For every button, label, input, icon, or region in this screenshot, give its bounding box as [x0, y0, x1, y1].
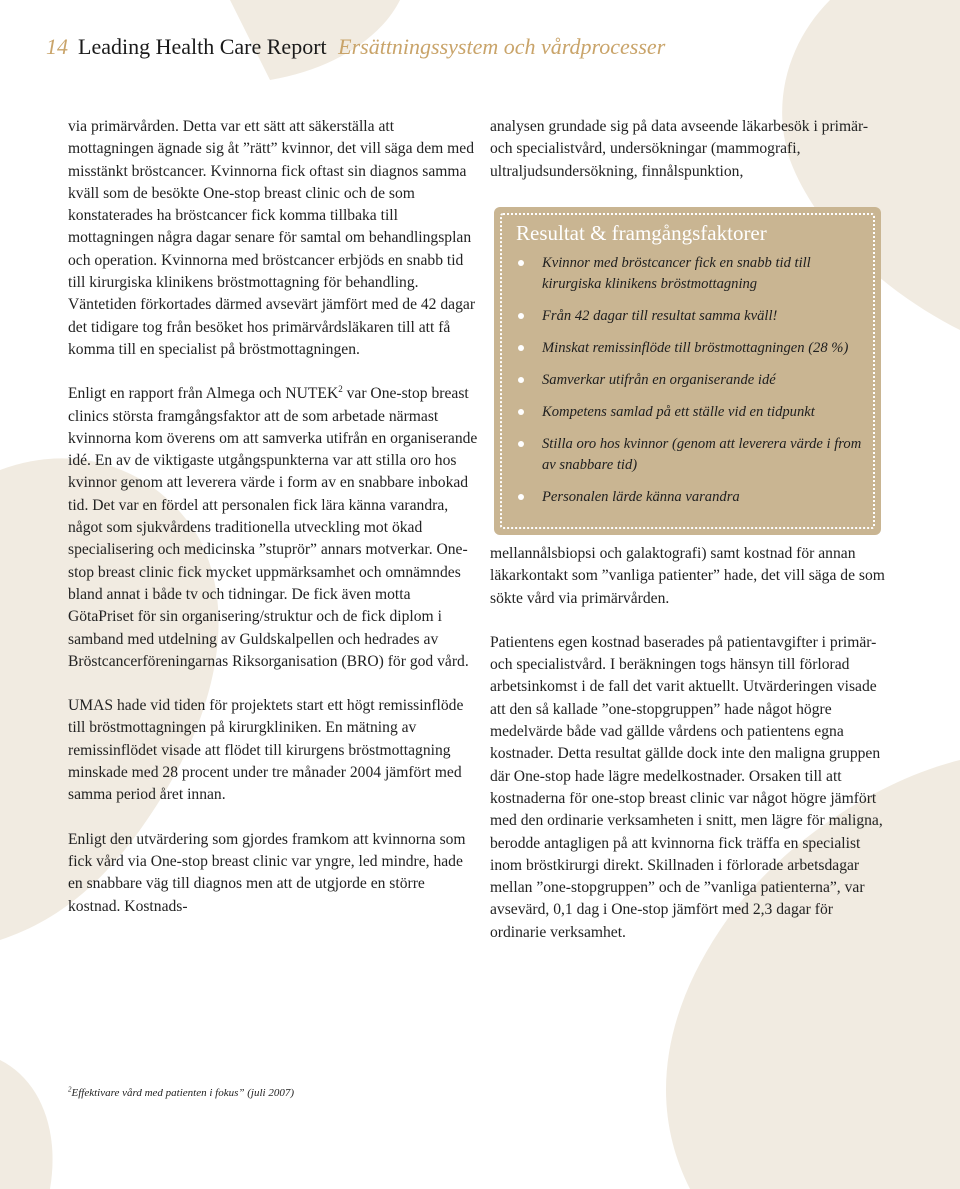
paragraph: UMAS hade vid tiden för projektets start ett högt remissinflöde till bröstmottagningen på kirurgkliniken. En mätning av remissinflödet visade att flödet till kirurgens bröstmottagning minskade med 28 procent under tre månader 2004 jämfört med samma period året innan. [68, 697, 464, 804]
list-item-text: Samverkar utifrån en organiserande idé [542, 372, 776, 388]
bullet-icon [518, 441, 524, 447]
right-column-bottom [490, 543, 890, 966]
report-subtitle: Ersättningssystem och vårdprocesser [338, 34, 666, 59]
bullet-icon [518, 313, 524, 319]
paragraph: via primärvården. Detta var ett sätt att säkerställa att mottagningen ägnade sig åt ”rätt” kvinnor, det vill säga dem med misstänkt bröstcancer. Kvinnorna fick oftast sin diagnos samma kväll som de besökte One-stop breast clinic och de som konstaterades ha bröstcancer fick komma tillbaka till mottagningen några dagar senare för samtal om behandlingsplan och operation. Kvinnorna med bröstcancer erbjöds en snabb tid till kirurgiska klinikens bröstmottagning för behandling. Väntetiden förkortades därmed avsevärt jämfört med de 42 dagar det tidigare tog från besöket hos primärvårdsläkaren till att få komma till en specialist på bröstmottagningen. [68, 118, 476, 358]
footnote-text: Effektivare vård med patienten i fokus” (juli 2007) [71, 1087, 294, 1099]
bullet-icon [518, 409, 524, 415]
paragraph-text: Enligt en rapport från Almega och NUTEK [68, 385, 339, 403]
list-item [518, 487, 865, 508]
bullet-icon [518, 377, 524, 383]
list-item [518, 370, 865, 391]
list-item [518, 338, 865, 359]
paragraph: Patientens egen kostnad baserades på patientavgifter i primär- och specialistvård. I beräkningen togs hänsyn till förlorad arbetsinkomst i de fall det varit aktuellt. Utvärderingen visade att den så kallade ”one-stopgruppen” hade något högre medelvärde både vad gällde vårdens och patientens egna kostnader. Detta resultat gällde dock inte den maligna gruppen där One-stop hade lägre medelkostnader. Orsaken till att kostnaderna för one-stop breast clinic var något högre jämfört med den ordinarie verksamheten i snitt, men lägre för maligna, berodde antagligen på att kvinnorna fick träffa en specialist inom bröstkirurgi direkt. Skillnaden i förlorade arbetsdagar mellan ”one-stopgruppen” och de ”vanliga patienterna”, var avsevärd, 0,1 dag i One-stop jämfört med 2,3 dagar för ordinarie verksamhet. [490, 633, 883, 941]
paragraph: Enligt den utvärdering som gjordes framkom att kvinnorna som fick vård via One-stop breast clinic var yngre, led mindre, hade en snabbare väg till diagnos men att de utgjorde en större kostnad. Kostnads- [68, 830, 466, 915]
paragraph: mellannålsbiopsi och galaktografi) samt kostnad för annan läkarkontakt som ”vanliga patienter” hade, det vill säga de som sökte vård via primärvården. [490, 545, 885, 607]
list-item-text: Personalen lärde känna varandra [542, 489, 740, 505]
list-item [518, 434, 865, 476]
list-item [518, 253, 865, 295]
list-item [518, 306, 865, 327]
right-column-top [490, 116, 890, 205]
page-header [46, 34, 665, 60]
report-title: Leading Health Care Report [78, 34, 327, 59]
footnote-number: 2 [68, 1085, 72, 1094]
bullet-icon [518, 345, 524, 351]
list-item-text: Stilla oro hos kvinnor (genom att leverera värde i from av snabbare tid) [542, 436, 862, 473]
paragraph [68, 383, 480, 673]
list-item [518, 402, 865, 423]
list-item-text: Minskat remissinflöde till bröstmottagningen (28 %) [542, 340, 849, 356]
footnote-reference: 2 [338, 384, 343, 395]
bullet-icon [518, 494, 524, 500]
list-item-text: Från 42 dagar till resultat samma kväll! [542, 308, 778, 324]
results-box [494, 207, 881, 535]
page-number: 14 [46, 34, 68, 59]
paragraph-text: var One-stop breast clinics största framgångsfaktor att de som arbetade närmast kvinnorna kom överens om att samverka utifrån en organiserande idé. En av de viktigaste utgångspunkterna var att stilla oro hos kvinnor genom att leverera värde i form av en snabbare inbokad tid. Det var en fördel att personalen fick lära känna varandra, något som sjukvårdens traditionella utveckling mot ökad specialisering och medicinska ”stuprör” annars motverkar. One-stop breast clinic fick mycket uppmärksamhet och omnämndes bland annat i både tv och tidningar. De fick även motta GötaPriset för sin organisering/struktur och de fick diplom i samband med utdelning av Guldskalpellen och hedrades av Bröstcancerföreningarnas Riksorganisation (BRO) för god vård. [68, 385, 478, 670]
bullet-icon [518, 260, 524, 266]
list-item-text: Kompetens samlad på ett ställe vid en tidpunkt [542, 404, 815, 420]
results-list [518, 253, 865, 508]
paragraph: analysen grundade sig på data avseende läkarbesök i primär- och specialistvård, undersökningar (mammografi, ultraljudsundersökning, finnålspunktion, [490, 118, 869, 180]
results-box-title: Resultat & framgångsfaktorer [516, 221, 767, 245]
list-item-text: Kvinnor med bröstcancer fick en snabb tid till kirurgiska klinikens bröstmottagning [542, 255, 811, 292]
left-column [68, 116, 480, 940]
footnote [68, 1087, 294, 1099]
